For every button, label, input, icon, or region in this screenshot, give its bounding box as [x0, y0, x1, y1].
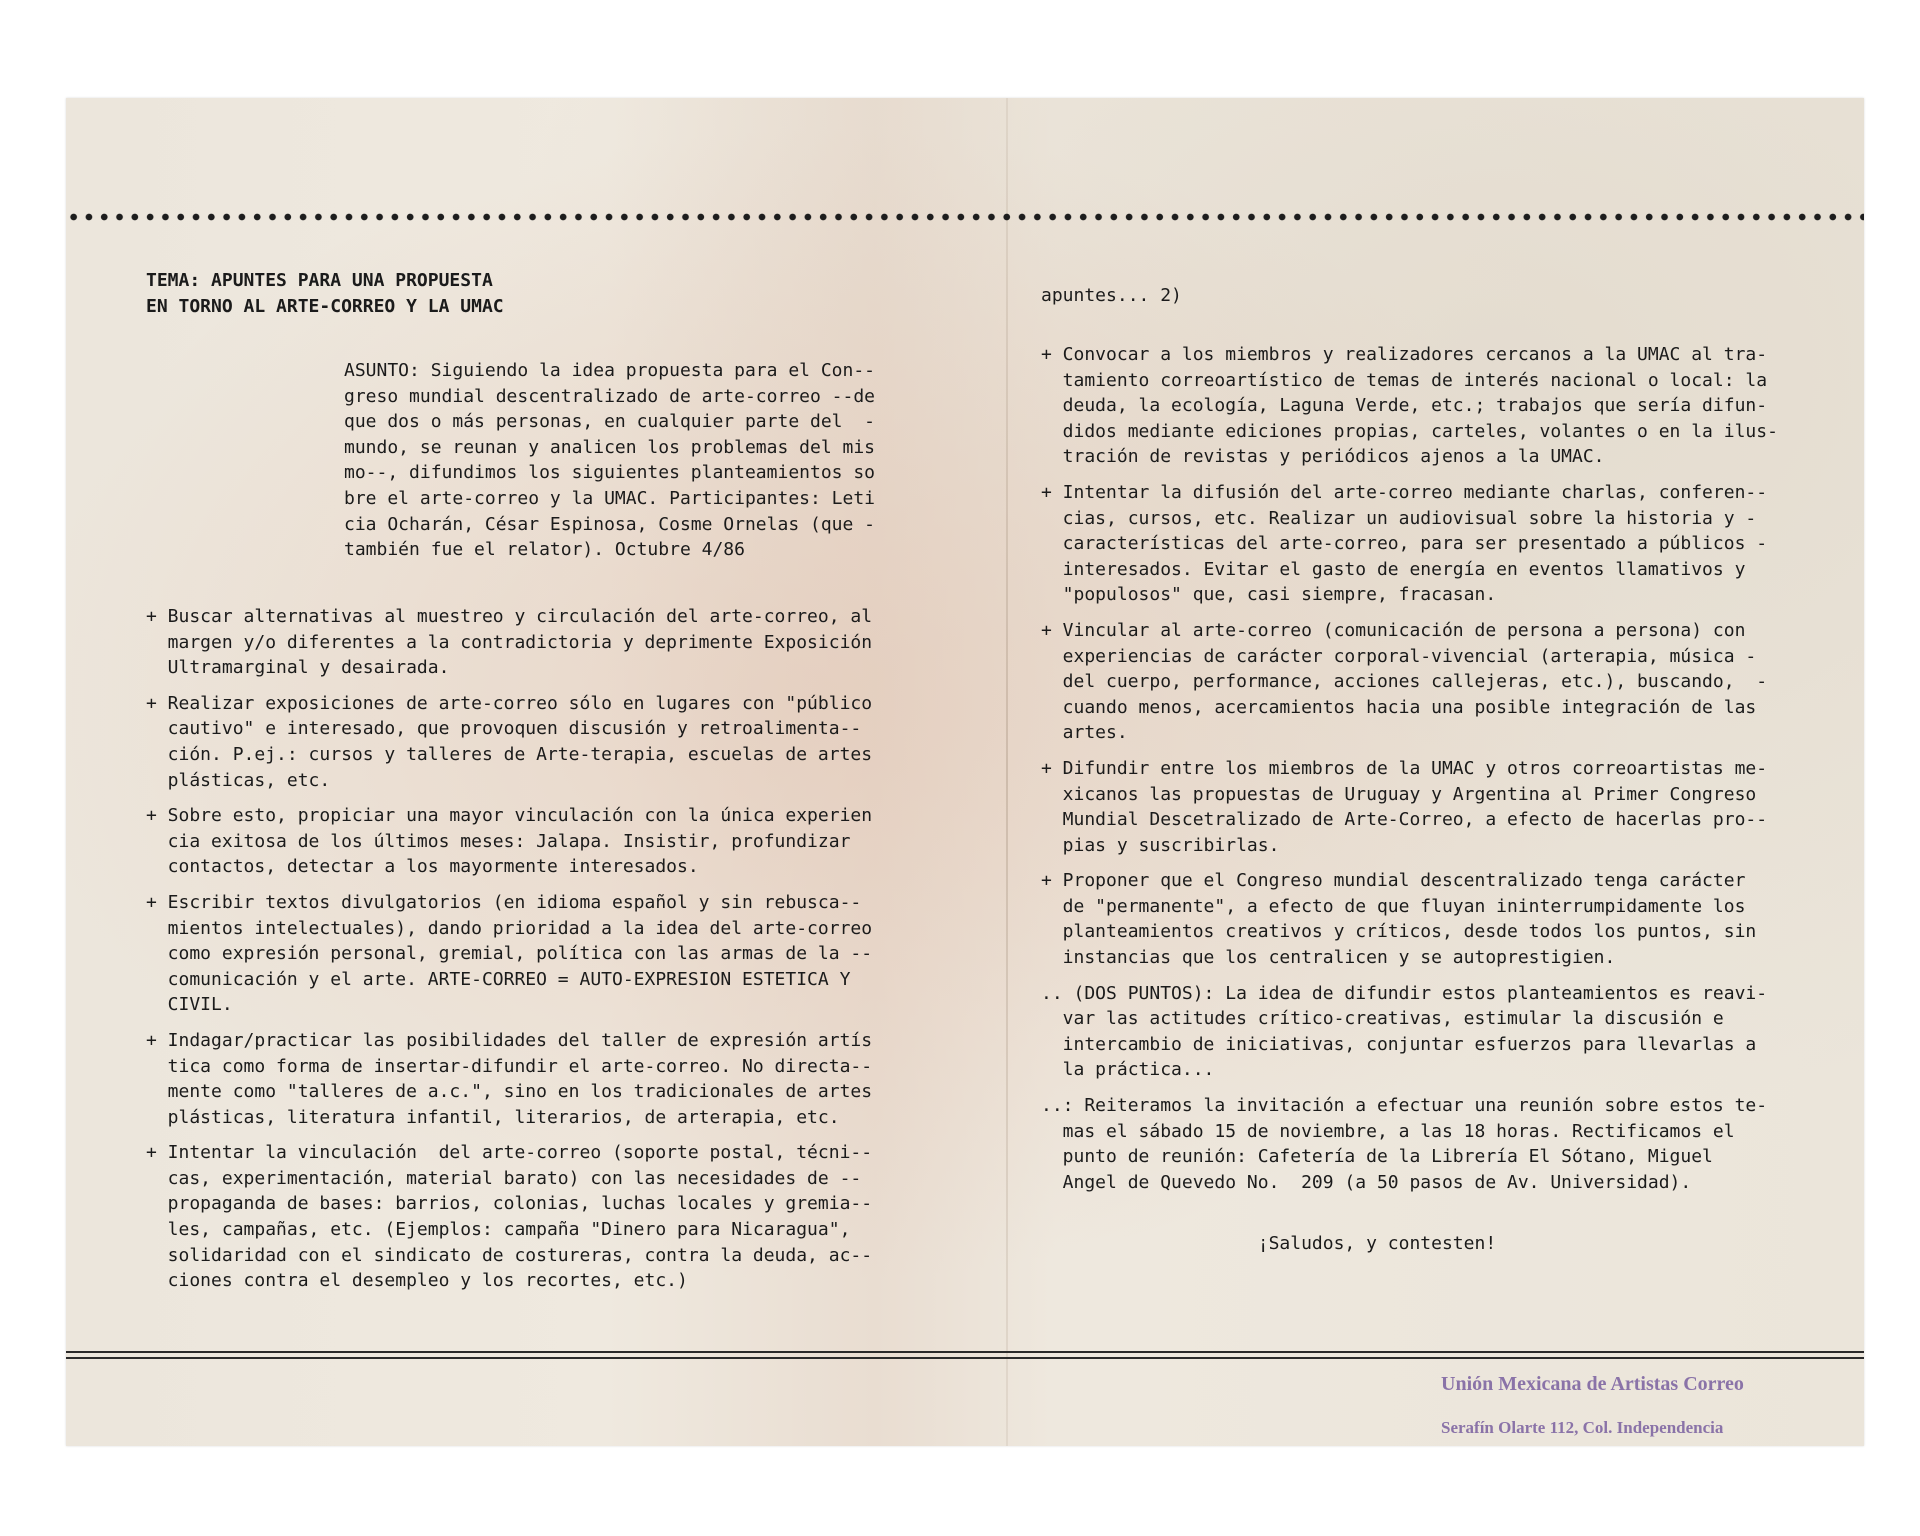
asunto-line: también fue el relator). Octubre 4/86: [344, 539, 745, 561]
asunto-line: cia Ocharán, César Espinosa, Cosme Ornelas (que -: [344, 513, 876, 535]
stamp-address: Serafín Olarte 112, Col. Independencia: [1441, 1418, 1724, 1437]
left-item-6: + Intentar la vinculación del arte-correo (soporte postal, técni-- cas, experimentación, material barato) con las necesidades de -- propaganda de bases: barrios, colonias, luchas locales y gremia-- les, campañas, etc. (Ejemplos: campaña "Dinero para Nicaragua", solidaridad con el sindicato de costureras, contra la deuda, ac-- ciones contra el desempleo y los recortes, etc.): [146, 1142, 873, 1292]
stamp-organization-name: Unión Mexicana de Artistas Correo: [1441, 1373, 1744, 1395]
page-two-header: apuntes... 2): [1041, 285, 1182, 306]
right-column-items: [1041, 342, 1778, 1267]
title-line-1: TEMA: APUNTES PARA UNA PROPUESTA: [146, 270, 493, 291]
document-sheet: [66, 98, 1864, 1446]
asunto-line: greso mundial descentralizado de arte-correo --de: [344, 385, 876, 407]
asunto-line: bre el arte-correo y la UMAC. Participantes: Leti: [344, 487, 876, 509]
right-item-4: + Difundir entre los miembros de la UMAC y otros correoartistas me- xicanos las propuestas de Uruguay y Argentina al Primer Congreso Mundial Descetralizado de Arte-Correo, a efecto de hacerlas pro-- pias y suscribirlas.: [1041, 757, 1768, 856]
right-item-1: + Convocar a los miembros y realizadores cercanos a la UMAC al tra- tamiento correoartístico de temas de interés nacional o local: la deuda, la ecología, Laguna Verde, etc.; trabajos que sería difun- didos mediante ediciones propias, carteles, volantes o en la ilus- tración de revistas y periódicos ajenos a la UMAC.: [1041, 344, 1778, 468]
right-item-6: .. (DOS PUNTOS): La idea de difundir estos planteamientos es reavi- var las actitudes crítico-creativas, estimular la discusión e intercambio de iniciativas, conjuntar esfuerzos para llevarlas a la práctica...: [1041, 982, 1768, 1081]
left-item-4: + Escribir textos divulgatorios (en idioma español y sin rebusca-- mientos intelectuales), dando prioridad a la idea del arte-correo como expresión personal, gremial, política con las armas de la -- comunicación y el arte. ARTE-CORREO = AUTO-EXPRESION ESTETICA Y CIVIL.: [146, 891, 873, 1016]
asunto-line: que dos o más personas, en cualquier parte del -: [344, 411, 876, 433]
left-item-2: + Realizar exposiciones de arte-correo sólo en lugares con "público cautivo" e interesado, que provoquen discusión y retroalimenta-- ción. P.ej.: cursos y talleres de Arte-terapia, escuelas de artes plásticas, etc.: [146, 692, 873, 791]
right-item-5: + Proponer que el Congreso mundial descentralizado tenga carácter de "permanente", a efecto de que fluyan ininterrumpidamente los planteamientos creativos y críticos, desde todos los puntos, sin instancias que los centralicen y se autoprestigien.: [1041, 870, 1757, 969]
asunto-line: mundo, se reunan y analicen los problemas del mis: [344, 436, 876, 458]
document-title: [146, 268, 504, 319]
asunto-line: ASUNTO: Siguiendo la idea propuesta para el Con--: [344, 360, 876, 381]
title-line-2: EN TORNO AL ARTE-CORREO Y LA UMAC: [146, 295, 504, 317]
right-item-3: + Vincular al arte-correo (comunicación de persona a persona) con experiencias de carácter corporal-vivencial (arterapia, música - del cuerpo, performance, acciones callejeras, etc.), buscando, - cuando menos, acercamientos hacia una posible integración de las artes.: [1041, 619, 1768, 744]
left-item-3: + Sobre esto, propiciar una mayor vinculación con la única experien cia exitosa de los últimos meses: Jalapa. Insistir, profundizar contactos, detectar a los mayormente interesados.: [146, 805, 873, 878]
left-item-5: + Indagar/practicar las posibilidades del taller de expresión artís tica como forma de insertar-difundir el arte-correo. No directa-- mente como "talleres de a.c.", sino en los tradicionales de artes plásticas, literatura infantil, literarios, de arterapia, etc.: [146, 1029, 873, 1128]
right-item-7: ..: Reiteramos la invitación a efectuar una reunión sobre estos te- mas el sábado 15 de noviembre, a las 18 horas. Rectificamos el punto de reunión: Cafetería de la Librería El Sótano, Miguel Angel de Quevedo No. 209 (a 50 pasos de Av. Universidad).: [1041, 1095, 1768, 1193]
fold-line: [1006, 98, 1008, 1446]
asunto-paragraph: [344, 358, 875, 563]
left-item-1: + Buscar alternativas al muestreo y circulación del arte-correo, al margen y/o diferentes a la contradictoria y deprimente Exposición Ultramarginal y desairada.: [146, 606, 873, 679]
left-column-items: [146, 604, 872, 1304]
closing-greeting: ¡Saludos, y contesten!: [1257, 1233, 1497, 1254]
right-item-2: + Intentar la difusión del arte-correo mediante charlas, conferen-- cias, cursos, etc. Realizar un audiovisual sobre la historia y - características del arte-correo, para ser presentado a públicos - interesados. Evitar el gasto de energía en eventos llamativos y "populosos" que, casi siempre, fracasan.: [1041, 481, 1768, 606]
bottom-perforation: [66, 1348, 1864, 1362]
top-perforation: [66, 212, 1864, 222]
asunto-line: mo--, difundimos los siguientes planteamientos so: [344, 462, 876, 484]
